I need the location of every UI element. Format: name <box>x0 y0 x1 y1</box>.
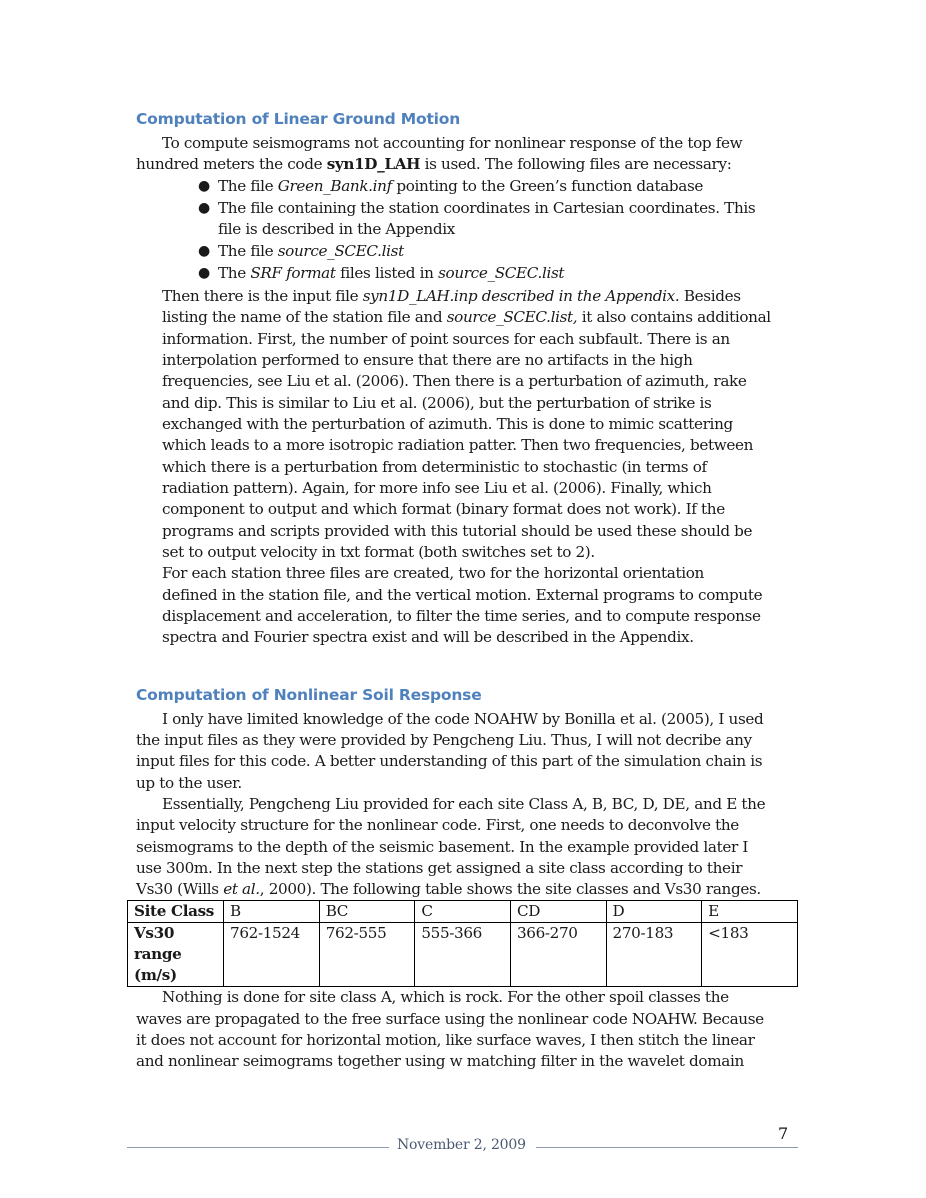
text-line: input velocity structure for the nonlinear code. First, one needs to deconvolve the <box>136 816 739 834</box>
table-cell: E <box>702 901 798 923</box>
text-line: To compute seismograms not accounting for nonlinear response of the top few <box>162 134 743 152</box>
table-cell: BC <box>319 901 415 923</box>
text-line: Then there is the input file syn1D_LAH.inp described in the Appendix. Besides <box>162 287 741 305</box>
table-cell: D <box>606 901 702 923</box>
site-class-table <box>127 900 798 987</box>
table-header-cell: Vs30 range (m/s) <box>128 923 224 987</box>
text-line: which there is a perturbation from deterministic to stochastic (in terms of <box>162 458 707 476</box>
table-cell: 366-270 <box>510 923 606 987</box>
table-cell: B <box>224 901 320 923</box>
text-line: waves are propagated to the free surface using the nonlinear code NOAHW. Because <box>136 1010 764 1028</box>
bullet-item: The file containing the station coordinates in Cartesian coordinates. This <box>218 199 756 217</box>
table-header-cell: Site Class <box>128 901 224 923</box>
text-line: Vs30 (Wills et al., 2000). The following table shows the site classes and Vs30 ranges. <box>136 880 761 898</box>
text-line: exchanged with the perturbation of azimuth. This is done to mimic scattering <box>162 415 733 433</box>
table-cell: 555-366 <box>415 923 511 987</box>
text-line: displacement and acceleration, to filter the time series, and to compute response <box>162 607 761 625</box>
text-line: and nonlinear seimograms together using w matching filter in the wavelet domain <box>136 1052 744 1070</box>
code-name: syn1D_LAH <box>326 155 421 173</box>
text-line: and dip. This is similar to Liu et al. (2006), but the perturbation of strike is <box>162 394 712 412</box>
footer-rule-left <box>127 1147 389 1148</box>
bullet-icon: ● <box>198 200 211 216</box>
text-line: information. First, the number of point sources for each subfault. There is an <box>162 330 730 348</box>
text-line: which leads to a more isotropic radiation patter. Then two frequencies, between <box>162 436 754 454</box>
section-heading-nonlinear-soil-response: Computation of Nonlinear Soil Response <box>136 686 482 704</box>
text-line: Essentially, Pengcheng Liu provided for each site Class A, B, BC, D, DE, and E the <box>162 795 766 813</box>
table-cell: 762-1524 <box>224 923 320 987</box>
bullet-icon: ● <box>198 265 211 281</box>
text-line: input files for this code. A better understanding of this part of the simulation chain is <box>136 752 763 770</box>
text-line: radiation pattern). Again, for more info see Liu et al. (2006). Finally, which <box>162 479 712 497</box>
table-cell: 762-555 <box>319 923 415 987</box>
text-line: defined in the station file, and the vertical motion. External programs to compute <box>162 586 763 604</box>
section-heading-linear-ground-motion: Computation of Linear Ground Motion <box>136 110 461 128</box>
text-line: listing the name of the station file and source_SCEC.list, it also contains additional <box>162 308 771 326</box>
text-line: frequencies, see Liu et al. (2006). Then there is a perturbation of azimuth, rake <box>162 372 747 390</box>
bullet-item: The file Green_Bank.inf pointing to the Green’s function database <box>218 177 704 195</box>
text-line: set to output velocity in txt format (both switches set to 2). <box>162 543 595 561</box>
bullet-icon: ● <box>198 243 211 259</box>
text-line: component to output and which format (binary format does not work). If the <box>162 500 725 518</box>
text-line: seismograms to the depth of the seismic basement. In the example provided later I <box>136 838 749 856</box>
table-cell: CD <box>510 901 606 923</box>
bullet-item-continuation: file is described in the Appendix <box>218 220 455 238</box>
text-line: Nothing is done for site class A, which is rock. For the other spoil classes the <box>162 988 729 1006</box>
text-line: use 300m. In the next step the stations get assigned a site class according to their <box>136 859 743 877</box>
table-row <box>128 901 798 923</box>
table-cell: <183 <box>702 923 798 987</box>
text-line: it does not account for horizontal motion, like surface waves, I then stitch the linear <box>136 1031 755 1049</box>
bullet-icon: ● <box>198 178 211 194</box>
bullet-item: The file source_SCEC.list <box>218 242 404 260</box>
text-line: spectra and Fourier spectra exist and will be described in the Appendix. <box>162 628 694 646</box>
bullet-item: The SRF format files listed in source_SCEC.list <box>218 264 565 282</box>
text-line: interpolation performed to ensure that there are no artifacts in the high <box>162 351 693 369</box>
text-line: hundred meters the code syn1D_LAH is used. The following files are necessary: <box>136 155 732 173</box>
page-number: 7 <box>778 1124 789 1143</box>
text-line: up to the user. <box>136 774 242 792</box>
footer-date: November 2, 2009 <box>397 1137 526 1153</box>
text-line: I only have limited knowledge of the code NOAHW by Bonilla et al. (2005), I used <box>162 710 764 728</box>
table-cell: C <box>415 901 511 923</box>
text-line: the input files as they were provided by Pengcheng Liu. Thus, I will not decribe any <box>136 731 752 749</box>
text-line: For each station three files are created, two for the horizontal orientation <box>162 564 704 582</box>
table-row <box>128 923 798 987</box>
footer-rule-right <box>536 1147 798 1148</box>
text-line: programs and scripts provided with this tutorial should be used these should be <box>162 522 753 540</box>
table-cell: 270-183 <box>606 923 702 987</box>
